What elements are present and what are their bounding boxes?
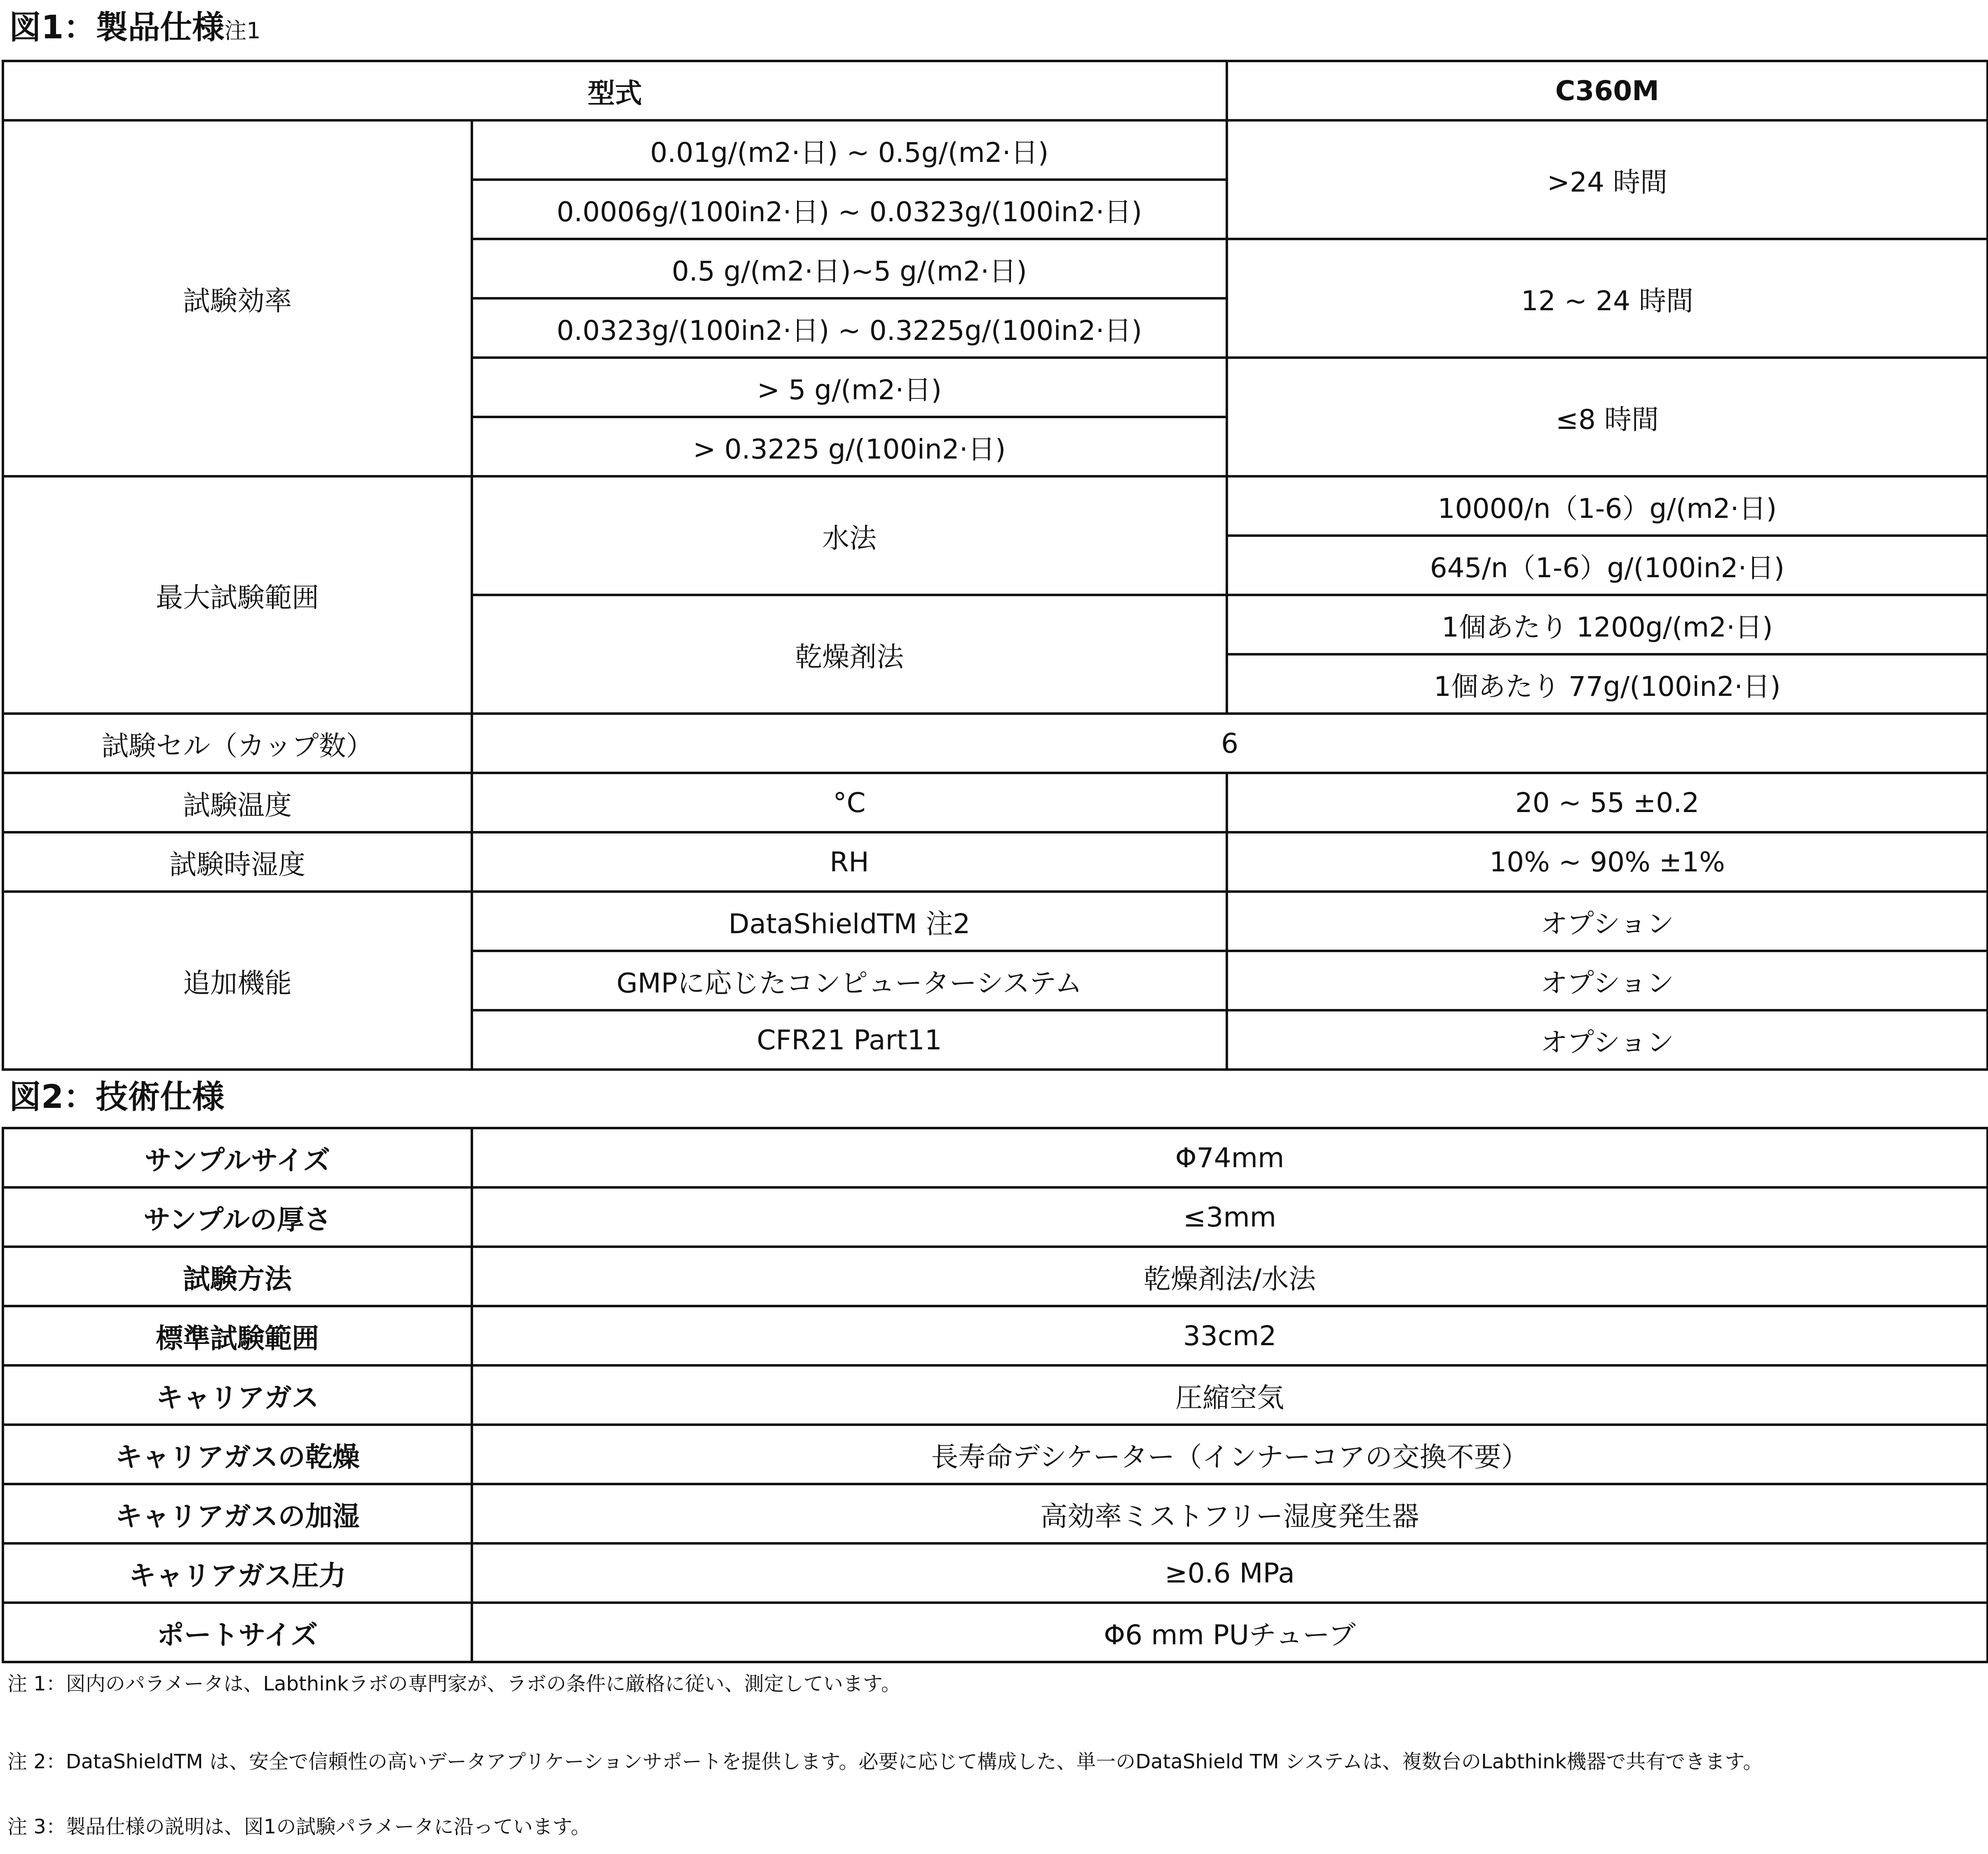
efficiency-time-cell: 12 ~ 24 時間 xyxy=(1227,239,1988,358)
temperature-value-cell: 20 ~ 55 ±0.2 xyxy=(1227,773,1988,832)
efficiency-range-cell: 0.0323g/(100in2·日) ~ 0.3225g/(100in2·日) xyxy=(472,298,1227,358)
humidity-value-cell: 10% ~ 90% ±1% xyxy=(1227,832,1988,892)
spec-label-cell: サンプルサイズ xyxy=(3,1128,472,1187)
efficiency-range-cell: 0.01g/(m2·日) ~ 0.5g/(m2·日) xyxy=(472,120,1227,180)
table-row xyxy=(3,1247,1988,1306)
extras-label-cell: 追加機能 xyxy=(3,892,472,1070)
table-row xyxy=(3,1543,1988,1603)
water-range-cell: 10000/n（1-6）g/(m2·日) xyxy=(1227,476,1988,536)
table-row xyxy=(3,832,1988,892)
max-range-label-cell: 最大試験範囲 xyxy=(3,476,472,714)
table-row xyxy=(3,1603,1988,1662)
spec-label-cell: キャリアガスの加湿 xyxy=(3,1484,472,1543)
water-range-cell: 645/n（1-6）g/(100in2·日) xyxy=(1227,536,1988,595)
table-row xyxy=(3,120,1988,180)
spec-label-cell: キャリアガスの乾燥 xyxy=(3,1425,472,1484)
extra-feature-cell: GMPに応じたコンピューターシステム xyxy=(472,951,1227,1010)
spec-value-cell: ≥0.6 MPa xyxy=(472,1543,1988,1603)
desiccant-range-cell: 1個あたり 1200g/(m2·日) xyxy=(1227,595,1988,654)
model-label-cell: 型式 xyxy=(3,61,1227,120)
table-row xyxy=(3,1484,1988,1543)
product-spec-table xyxy=(2,60,1988,1071)
model-value-cell: C360M xyxy=(1227,61,1988,120)
figure1-title-text: 図1：製品仕様 xyxy=(9,9,225,46)
table-row xyxy=(3,1425,1988,1484)
footnote-1: 注 1：図内のパラメータは、Labthinkラボの専門家が、ラボの条件に厳格に従い、測定しています。 xyxy=(7,1672,901,1695)
efficiency-label-cell: 試験効率 xyxy=(3,120,472,476)
efficiency-range-cell: > 0.3225 g/(100in2·日) xyxy=(472,417,1227,476)
table-row xyxy=(3,1187,1988,1247)
figure1-title xyxy=(9,9,261,46)
extra-option-cell: オプション xyxy=(1227,892,1988,951)
efficiency-time-cell: >24 時間 xyxy=(1227,120,1988,239)
humidity-unit-cell: RH xyxy=(472,832,1227,892)
desiccant-method-cell: 乾燥剤法 xyxy=(472,595,1227,714)
spec-value-cell: 高効率ミストフリー湿度発生器 xyxy=(472,1484,1988,1543)
spec-label-cell: 試験方法 xyxy=(3,1247,472,1306)
spec-label-cell: ポートサイズ xyxy=(3,1603,472,1662)
efficiency-range-cell: 0.5 g/(m2·日)~5 g/(m2·日) xyxy=(472,239,1227,298)
table-row xyxy=(3,892,1988,951)
table-row xyxy=(3,1128,1988,1187)
table-row xyxy=(3,1365,1988,1425)
spec-label-cell: キャリアガス圧力 xyxy=(3,1543,472,1603)
extra-feature-cell: CFR21 Part11 xyxy=(472,1010,1227,1070)
efficiency-time-cell: ≤8 時間 xyxy=(1227,358,1988,476)
table-row xyxy=(3,1306,1988,1365)
spec-label-cell: 標準試験範囲 xyxy=(3,1306,472,1365)
footnote-3: 注 3：製品仕様の説明は、図1の試験パラメータに沿っています。 xyxy=(7,1815,591,1838)
table-row xyxy=(3,714,1988,773)
extra-option-cell: オプション xyxy=(1227,1010,1988,1070)
figure1-title-note: 注1 xyxy=(224,18,261,44)
efficiency-range-cell: > 5 g/(m2·日) xyxy=(472,358,1227,417)
spec-value-cell: 乾燥剤法/水法 xyxy=(472,1247,1988,1306)
spec-value-cell: 圧縮空気 xyxy=(472,1365,1988,1425)
spec-label-cell: サンプルの厚さ xyxy=(3,1187,472,1247)
extra-feature-cell: DataShieldTM 注2 xyxy=(472,892,1227,951)
cells-label-cell: 試験セル（カップ数） xyxy=(3,714,472,773)
humidity-label-cell: 試験時湿度 xyxy=(3,832,472,892)
extra-option-cell: オプション xyxy=(1227,951,1988,1010)
table-row xyxy=(3,61,1988,120)
water-method-cell: 水法 xyxy=(472,476,1227,595)
footnote-2: 注 2：DataShieldTM は、安全で信頼性の高いデータアプリケーションサポートを提供します。必要に応じて構成した、単一のDataShield TM システムは、複数台のLabthink機器で共有できます。 xyxy=(7,1750,1763,1773)
temperature-unit-cell: °C xyxy=(472,773,1227,832)
technical-spec-table xyxy=(2,1127,1988,1663)
spec-value-cell: 33cm2 xyxy=(472,1306,1988,1365)
table-row xyxy=(3,476,1988,536)
efficiency-range-cell: 0.0006g/(100in2·日) ~ 0.0323g/(100in2·日) xyxy=(472,180,1227,239)
temperature-label-cell: 試験温度 xyxy=(3,773,472,832)
spec-value-cell: Φ6 mm PUチューブ xyxy=(472,1603,1988,1662)
cells-value-cell: 6 xyxy=(472,714,1988,773)
spec-label-cell: キャリアガス xyxy=(3,1365,472,1425)
spec-value-cell: ≤3mm xyxy=(472,1187,1988,1247)
spec-value-cell: 長寿命デシケーター（インナーコアの交換不要） xyxy=(472,1425,1988,1484)
figure2-title: 図2：技術仕様 xyxy=(9,1079,225,1116)
desiccant-range-cell: 1個あたり 77g/(100in2·日) xyxy=(1227,654,1988,714)
table-row xyxy=(3,773,1988,832)
spec-value-cell: Φ74mm xyxy=(472,1128,1988,1187)
